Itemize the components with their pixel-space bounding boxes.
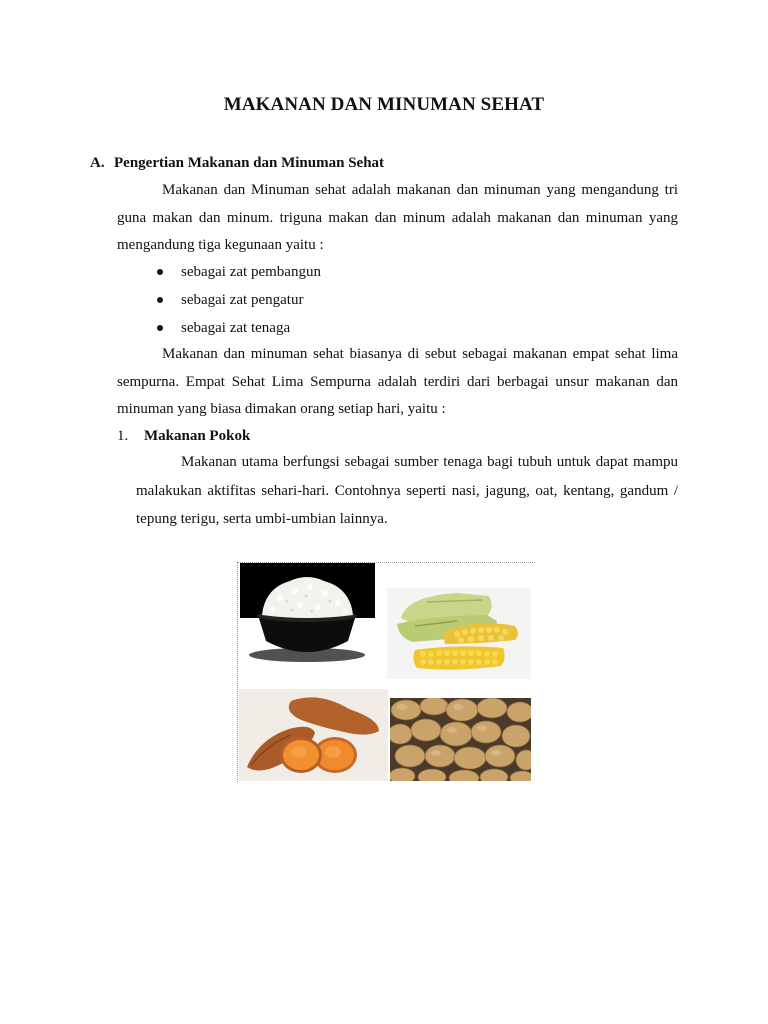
item-1-label: Makanan Pokok — [144, 428, 251, 444]
item-1-number: 1. — [117, 428, 129, 444]
corn-image — [387, 588, 531, 679]
section-a-marker: A. — [90, 155, 105, 171]
list-item — [155, 314, 321, 342]
list-item — [155, 286, 321, 314]
list-item — [155, 258, 321, 286]
item-1-heading — [117, 425, 250, 447]
figure-border-left — [237, 562, 238, 782]
paragraph-four-healthy: Makanan dan minuman sehat biasanya di sebut sebagai makanan empat sehat lima sempurna. Empat Sehat Lima Sempurna adalah terdiri dari berbagai unsur makanan dan minuman yang biasa dimakan orang setiap hari, yaitu : — [117, 346, 678, 417]
section-a-heading-text: Pengertian Makanan dan Minuman Sehat — [114, 155, 385, 171]
bullet-text: sebagai zat tenaga — [181, 320, 291, 336]
sweet-potato-image — [239, 689, 388, 781]
bullet-text: sebagai zat pengatur — [181, 292, 304, 308]
document-title: MAKANAN DAN MINUMAN SEHAT — [223, 94, 545, 115]
potatoes-image — [390, 698, 531, 781]
bullet-list — [155, 258, 321, 342]
paragraph-definition: Makanan dan Minuman sehat adalah makanan dan minuman yang mengandung tri guna makan dan minum. triguna makan dan minum adalah makanan dan minuman yang mengandung tiga kegunaan yaitu : — [117, 182, 678, 253]
bullet-text: sebagai zat pembangun — [181, 264, 321, 280]
rice-bowl-image — [240, 563, 375, 675]
bullet-icon — [157, 297, 163, 303]
bullet-icon — [157, 325, 163, 331]
section-a-heading — [90, 155, 384, 172]
paragraph-staple-food: Makanan utama berfungsi sebagai sumber tenaga bagi tubuh untuk dapat mampu malakukan aktifitas sehari-hari. Contohnya seperti nasi, jagung, oat, kentang, gandum / tepung terigu, serta umbi-umbian lainnya. — [136, 454, 678, 527]
bullet-icon — [157, 269, 163, 275]
